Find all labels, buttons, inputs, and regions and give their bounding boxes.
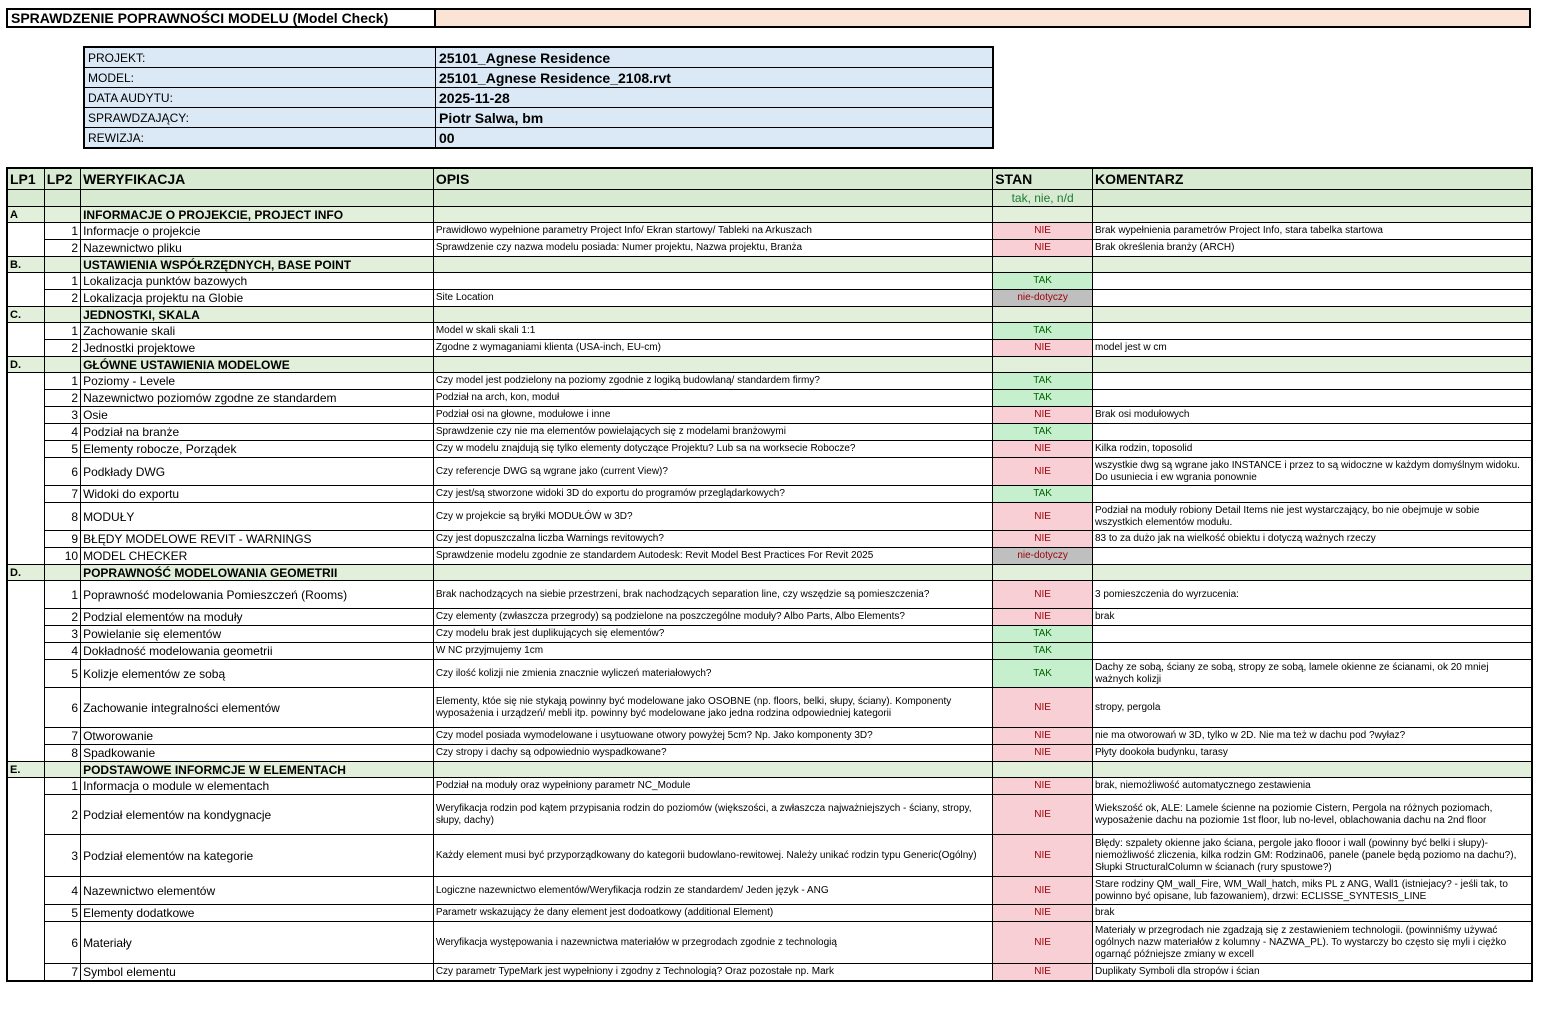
item-name: Zachowanie skali (81, 323, 434, 340)
section-title: GŁÓWNE USTAWIENIA MODELOWE (81, 357, 434, 373)
comment-cell[interactable]: Duplikaty Symboli dla stropów i ścian (1093, 964, 1533, 982)
item-name: Lokalizacja punktów bazowych (81, 273, 434, 290)
info-row (84, 88, 993, 108)
status-cell[interactable]: NIE (993, 531, 1093, 548)
item-number: 10 (44, 548, 80, 565)
comment-cell[interactable]: Stare rodziny QM_wall_Fire, WM_Wall_hatch, miks PL z ANG, Wall1 (istniejacy? - jeśli tak, to powinno być opisane, lub fazowaniem), drzwi: ECLISSE_SYNTESIS_LINE (1093, 877, 1533, 905)
comment-cell[interactable]: 3 pomieszczenia do wyrzucenia: (1093, 581, 1533, 609)
table-row (7, 778, 1532, 795)
status-cell[interactable]: NIE (993, 795, 1093, 835)
header-lp1: LP1 (7, 168, 44, 190)
section-code: D. (7, 565, 44, 581)
item-number: 8 (44, 503, 80, 531)
section-title: POPRAWNOŚĆ MODELOWANIA GEOMETRII (81, 565, 434, 581)
comment-cell[interactable]: nie ma otworowań w 3D, tylko w 2D. Nie ma też w dachu pod ?wyłaz? (1093, 728, 1533, 745)
item-name: Kolizje elementów ze sobą (81, 660, 434, 688)
item-description: Sprawdzenie czy nie ma elementów powielających się z modelami branżowymi (433, 424, 992, 441)
item-description: Weryfikacja występowania i nazewnictwa materiałów w przegrodach zgodnie z technologią (433, 922, 992, 964)
table-row (7, 609, 1532, 626)
stan-hint: tak, nie, n/d (993, 190, 1093, 207)
section-row (7, 207, 1532, 223)
section-title: JEDNOSTKI, SKALA (81, 307, 434, 323)
item-name: Informacja o module w elementach (81, 778, 434, 795)
item-description: Podział na arch, kon, moduł (433, 390, 992, 407)
item-number: 2 (44, 609, 80, 626)
table-row (7, 424, 1532, 441)
item-number: 1 (44, 373, 80, 390)
item-number: 3 (44, 835, 80, 877)
item-name: Podział elementów na kondygnacje (81, 795, 434, 835)
item-number: 4 (44, 877, 80, 905)
item-name: Widoki do exportu (81, 486, 434, 503)
status-cell[interactable]: NIE (993, 688, 1093, 728)
item-description: Elementy, któe się nie stykają powinny być modelowane jako OSOBNE (np. floors, belki, słupy, ściany). Komponenty wyposażenia i urządzeń/ mebli itp. powinny być modelowane jako jedna rodzina odpowiedniej kategorii (433, 688, 992, 728)
page-title: SPRAWDZENIE POPRAWNOŚCI MODELU (Model Check) (8, 10, 436, 26)
status-cell[interactable]: nie-dotyczy (993, 548, 1093, 565)
table-row (7, 745, 1532, 762)
item-description: Czy parametr TypeMark jest wypełniony i zgodny z Technologią? Oraz pozostałe np. Mark (433, 964, 992, 982)
comment-cell[interactable]: Dachy ze sobą, ściany ze sobą, stropy ze sobą, lamele okienne ze ścianami, ok 20 mniej ważnych kolizji (1093, 660, 1533, 688)
status-cell[interactable]: NIE (993, 964, 1093, 982)
info-label: PROJEKT: (84, 47, 436, 68)
item-number: 5 (44, 660, 80, 688)
table-row (7, 626, 1532, 643)
item-number: 6 (44, 922, 80, 964)
item-description: Czy modelu brak jest duplikujących się elementów? (433, 626, 992, 643)
item-name: Podział na branże (81, 424, 434, 441)
table-row (7, 290, 1532, 307)
table-row (7, 273, 1532, 290)
table-row (7, 922, 1532, 964)
info-value[interactable]: 00 (436, 128, 994, 149)
header-row (7, 168, 1532, 190)
item-name: Osie (81, 407, 434, 424)
section-code: C. (7, 307, 44, 323)
table-row (7, 660, 1532, 688)
table-row (7, 581, 1532, 609)
info-value[interactable]: 25101_Agnese Residence_2108.rvt (436, 68, 994, 88)
status-cell[interactable]: TAK (993, 486, 1093, 503)
item-number: 3 (44, 407, 80, 424)
comment-cell[interactable] (1093, 548, 1533, 565)
table-row (7, 240, 1532, 257)
status-cell[interactable]: NIE (993, 778, 1093, 795)
info-label: SPRAWDZAJĄCY: (84, 108, 436, 128)
status-cell[interactable]: TAK (993, 626, 1093, 643)
item-name: Materiały (81, 922, 434, 964)
section-code: D. (7, 357, 44, 373)
item-description: Czy w projekcie są bryłki MODUŁÓW w 3D? (433, 503, 992, 531)
item-number: 3 (44, 626, 80, 643)
comment-cell[interactable]: Brak osi modułowych (1093, 407, 1533, 424)
comment-cell[interactable] (1093, 390, 1533, 407)
status-cell[interactable]: NIE (993, 458, 1093, 486)
header-komentarz: KOMENTARZ (1093, 168, 1533, 190)
info-row (84, 108, 993, 128)
comment-cell[interactable]: model jest w cm (1093, 340, 1533, 357)
status-cell[interactable]: NIE (993, 223, 1093, 240)
status-cell[interactable]: NIE (993, 745, 1093, 762)
comment-cell[interactable]: Wiekszość ok, ALE: Lamele ścienne na poziomie Cistern, Pergola na różnych poziomach, wyposażenie dachu na poziomie 1st floor, lub no-level, oblachowania dachu na 2nd floor (1093, 795, 1533, 835)
table-row (7, 877, 1532, 905)
item-description: Czy model posiada wymodelowane i usytuowane otwory powyżej 5cm? Np. Jako komponenty 3D? (433, 728, 992, 745)
item-name: MODEL CHECKER (81, 548, 434, 565)
item-number: 9 (44, 531, 80, 548)
table-row (7, 964, 1532, 982)
status-cell[interactable]: nie-dotyczy (993, 290, 1093, 307)
project-info-table (83, 46, 994, 149)
item-name: Nazewnictwo pliku (81, 240, 434, 257)
table-row (7, 728, 1532, 745)
item-number: 8 (44, 745, 80, 762)
section-title: INFORMACJE O PROJEKCIE, PROJECT INFO (81, 207, 434, 223)
table-row (7, 688, 1532, 728)
item-description: Każdy element musi być przyporządkowany do kategorii budowlano-rewitowej. Należy unikać rodzin typu Generic(Ogólny) (433, 835, 992, 877)
item-name: Nazewnictwo elementów (81, 877, 434, 905)
info-value[interactable]: Piotr Salwa, bm (436, 108, 994, 128)
table-row (7, 835, 1532, 877)
item-number: 7 (44, 728, 80, 745)
item-name: Poprawność modelowania Pomieszczeń (Rooms) (81, 581, 434, 609)
item-name: Nazewnictwo poziomów zgodne ze standardem (81, 390, 434, 407)
item-description: Parametr wskazujący że dany element jest dodoatkowy (additional Element) (433, 905, 992, 922)
table-row (7, 407, 1532, 424)
item-name: Podział elementów na kategorie (81, 835, 434, 877)
comment-cell[interactable] (1093, 486, 1533, 503)
section-row (7, 357, 1532, 373)
item-description: Sprawdzenie czy nazwa modelu posiada: Numer projektu, Nazwa projektu, Branża (433, 240, 992, 257)
item-number: 7 (44, 486, 80, 503)
status-cell[interactable]: NIE (993, 609, 1093, 626)
header-stan: STAN (993, 168, 1093, 190)
section-title: PODSTAWOWE INFORMCJE W ELEMENTACH (81, 762, 434, 778)
info-label: REWIZJA: (84, 128, 436, 149)
comment-cell[interactable] (1093, 373, 1533, 390)
item-name: Podzial elementów na moduły (81, 609, 434, 626)
item-description: W NC przyjmujemy 1cm (433, 643, 992, 660)
info-row (84, 47, 993, 68)
item-description: Prawidłowo wypełnione parametry Project Info/ Ekran startowy/ Tableki na Arkuszach (433, 223, 992, 240)
item-number: 2 (44, 340, 80, 357)
status-cell[interactable]: NIE (993, 503, 1093, 531)
comment-cell[interactable]: Brak określenia branży (ARCH) (1093, 240, 1533, 257)
item-description: Czy jest/są stworzone widoki 3D do exportu do programów przeglądarkowych? (433, 486, 992, 503)
item-description: Czy jest dopuszczalna liczba Warnings revitowych? (433, 531, 992, 548)
status-cell[interactable]: TAK (993, 643, 1093, 660)
title-bar (6, 8, 1531, 28)
item-number: 7 (44, 964, 80, 982)
comment-cell[interactable]: brak, niemożliwość automatycznego zestawienia (1093, 778, 1533, 795)
item-number: 5 (44, 905, 80, 922)
check-table (6, 167, 1533, 982)
item-number: 2 (44, 240, 80, 257)
section-row (7, 565, 1532, 581)
table-row (7, 340, 1532, 357)
table-row (7, 390, 1532, 407)
status-cell[interactable]: NIE (993, 835, 1093, 877)
info-value[interactable]: 2025-11-28 (436, 88, 994, 108)
item-name: Zachowanie integralności elementów (81, 688, 434, 728)
item-name: Jednostki projektowe (81, 340, 434, 357)
comment-cell[interactable] (1093, 424, 1533, 441)
item-description: Podział osi na głowne, modułowe i inne (433, 407, 992, 424)
item-number: 2 (44, 390, 80, 407)
item-name: Informacje o projekcie (81, 223, 434, 240)
table-row (7, 441, 1532, 458)
status-cell[interactable]: TAK (993, 323, 1093, 340)
status-cell[interactable]: NIE (993, 407, 1093, 424)
item-description (433, 273, 992, 290)
status-cell[interactable]: NIE (993, 340, 1093, 357)
info-label: DATA AUDYTU: (84, 88, 436, 108)
table-row (7, 643, 1532, 660)
item-description: Czy ilość kolizji nie zmienia znacznie wyliczeń materiałowych? (433, 660, 992, 688)
subheader-row (7, 190, 1532, 207)
status-cell[interactable]: TAK (993, 273, 1093, 290)
comment-cell[interactable]: Kilka rodzin, toposolid (1093, 441, 1533, 458)
title-fill-cell[interactable] (436, 10, 1529, 26)
item-number: 4 (44, 643, 80, 660)
item-description: Podział na moduły oraz wypełniony parametr NC_Module (433, 778, 992, 795)
item-number: 5 (44, 441, 80, 458)
section-code: A (7, 207, 44, 223)
comment-cell[interactable]: brak (1093, 905, 1533, 922)
item-description: Czy w modelu znajdują się tylko elementy dotyczące Projektu? Lub sa na worksecie Robocze? (433, 441, 992, 458)
item-number: 1 (44, 778, 80, 795)
comment-cell[interactable] (1093, 290, 1533, 307)
section-row (7, 257, 1532, 273)
item-name: Dokładność modelowania geometrii (81, 643, 434, 660)
item-name: Spadkowanie (81, 745, 434, 762)
table-row (7, 548, 1532, 565)
item-number: 6 (44, 458, 80, 486)
table-row (7, 458, 1532, 486)
comment-cell[interactable] (1093, 273, 1533, 290)
item-number: 1 (44, 273, 80, 290)
comment-cell[interactable] (1093, 323, 1533, 340)
section-code: B. (7, 257, 44, 273)
item-description: Sprawdzenie modelu zgodnie ze standardem Autodesk: Revit Model Best Practices For Revit 2025 (433, 548, 992, 565)
header-lp2: LP2 (44, 168, 80, 190)
comment-cell[interactable]: Płyty dookoła budynku, tarasy (1093, 745, 1533, 762)
header-opis: OPIS (433, 168, 992, 190)
table-row (7, 223, 1532, 240)
item-description: Czy model jest podzielony na poziomy zgodnie z logiką budowlaną/ standardem firmy? (433, 373, 992, 390)
comment-cell[interactable]: Podział na moduły robiony Detail Items nie jest wystarczający, bo nie obejmuje w sobie wszystkich elementów modułu. (1093, 503, 1533, 531)
info-row (84, 68, 993, 88)
item-name: Elementy dodatkowe (81, 905, 434, 922)
item-number: 2 (44, 290, 80, 307)
header-weryfikacja: WERYFIKACJA (81, 168, 434, 190)
status-cell[interactable]: TAK (993, 373, 1093, 390)
table-row (7, 323, 1532, 340)
status-cell[interactable]: NIE (993, 728, 1093, 745)
item-description: Czy elementy (zwłaszcza przegrody) są podzielone na poszczególne moduły? Albo Parts, Albo Elements? (433, 609, 992, 626)
status-cell[interactable]: NIE (993, 581, 1093, 609)
item-name: Podkłady DWG (81, 458, 434, 486)
item-description: Czy stropy i dachy są odpowiednio wyspadkowane? (433, 745, 992, 762)
item-description: Site Location (433, 290, 992, 307)
comment-cell[interactable] (1093, 643, 1533, 660)
item-description: Weryfikacja rodzin pod kątem przypisania rodzin do poziomów (większości, a zwłaszcza najważniejszych - ściany, stropy, słupy, dachy) (433, 795, 992, 835)
item-number: 1 (44, 323, 80, 340)
status-cell[interactable]: NIE (993, 240, 1093, 257)
comment-cell[interactable]: brak (1093, 609, 1533, 626)
comment-cell[interactable]: Błędy: szpalety okienne jako ściana, pergole jako flooor i wall (powinny być belki i słupy)- niemożliwość zliczenia, kilka rodzin GM: Rodzina06, panele (panele będą poziomo na dachu?), Słupki StructuralColumn w ścianach (rury spustowe?) (1093, 835, 1533, 877)
comment-cell[interactable]: 83 to za dużo jak na wielkość obiektu i dotyczą ważnych rzeczy (1093, 531, 1533, 548)
info-label: MODEL: (84, 68, 436, 88)
table-row (7, 373, 1532, 390)
section-row (7, 762, 1532, 778)
info-row (84, 128, 993, 149)
section-row (7, 307, 1532, 323)
item-description: Czy referencje DWG są wgrane jako (current View)? (433, 458, 992, 486)
comment-cell[interactable]: stropy, pergola (1093, 688, 1533, 728)
comment-cell[interactable]: Materiały w przegrodach nie zgadzają się z zestawieniem technologii. (powinniśmy używać ogólnych nazw materiałów z kolumny - NAZWA_PL). To wystarczy bo często się myli i ciężko ogarnąć późniejsze zmiany w excell (1093, 922, 1533, 964)
item-number: 4 (44, 424, 80, 441)
item-description: Brak nachodzących na siebie przestrzeni, brak nachodzących separation line, czy wszędzie są pomieszczenia? (433, 581, 992, 609)
item-name: Elementy robocze, Porządek (81, 441, 434, 458)
status-cell[interactable]: TAK (993, 390, 1093, 407)
status-cell[interactable]: NIE (993, 441, 1093, 458)
item-name: Lokalizacja projektu na Globie (81, 290, 434, 307)
status-cell[interactable]: NIE (993, 905, 1093, 922)
comment-cell[interactable]: wszystkie dwg są wgrane jako INSTANCE i przez to są widoczne w każdym domyślnym widoku. Do usuniecia i ew wgrania ponownie (1093, 458, 1533, 486)
item-description: Model w skali skali 1:1 (433, 323, 992, 340)
section-title: USTAWIENIA WSPÓŁRZĘDNYCH, BASE POINT (81, 257, 434, 273)
item-name: Symbol elementu (81, 964, 434, 982)
item-name: Poziomy - Levele (81, 373, 434, 390)
table-row (7, 486, 1532, 503)
status-cell[interactable]: TAK (993, 660, 1093, 688)
item-number: 1 (44, 223, 80, 240)
table-row (7, 795, 1532, 835)
comment-cell[interactable] (1093, 626, 1533, 643)
item-name: Powielanie się elementów (81, 626, 434, 643)
item-name: BŁĘDY MODELOWE REVIT - WARNINGS (81, 531, 434, 548)
item-name: Otworowanie (81, 728, 434, 745)
item-name: MODUŁY (81, 503, 434, 531)
item-description: Zgodne z wymaganiami klienta (USA-inch, EU-cm) (433, 340, 992, 357)
status-cell[interactable]: TAK (993, 424, 1093, 441)
section-code: E. (7, 762, 44, 778)
comment-cell[interactable]: Brak wypełnienia parametrów Project Info, stara tabelka startowa (1093, 223, 1533, 240)
table-row (7, 503, 1532, 531)
info-value[interactable]: 25101_Agnese Residence (436, 47, 994, 68)
status-cell[interactable]: NIE (993, 922, 1093, 964)
table-row (7, 531, 1532, 548)
status-cell[interactable]: NIE (993, 877, 1093, 905)
item-number: 1 (44, 581, 80, 609)
table-row (7, 905, 1532, 922)
item-description: Logiczne nazewnictwo elementów/Weryfikacja rodzin ze standardem/ Jeden język - ANG (433, 877, 992, 905)
item-number: 2 (44, 795, 80, 835)
item-number: 6 (44, 688, 80, 728)
